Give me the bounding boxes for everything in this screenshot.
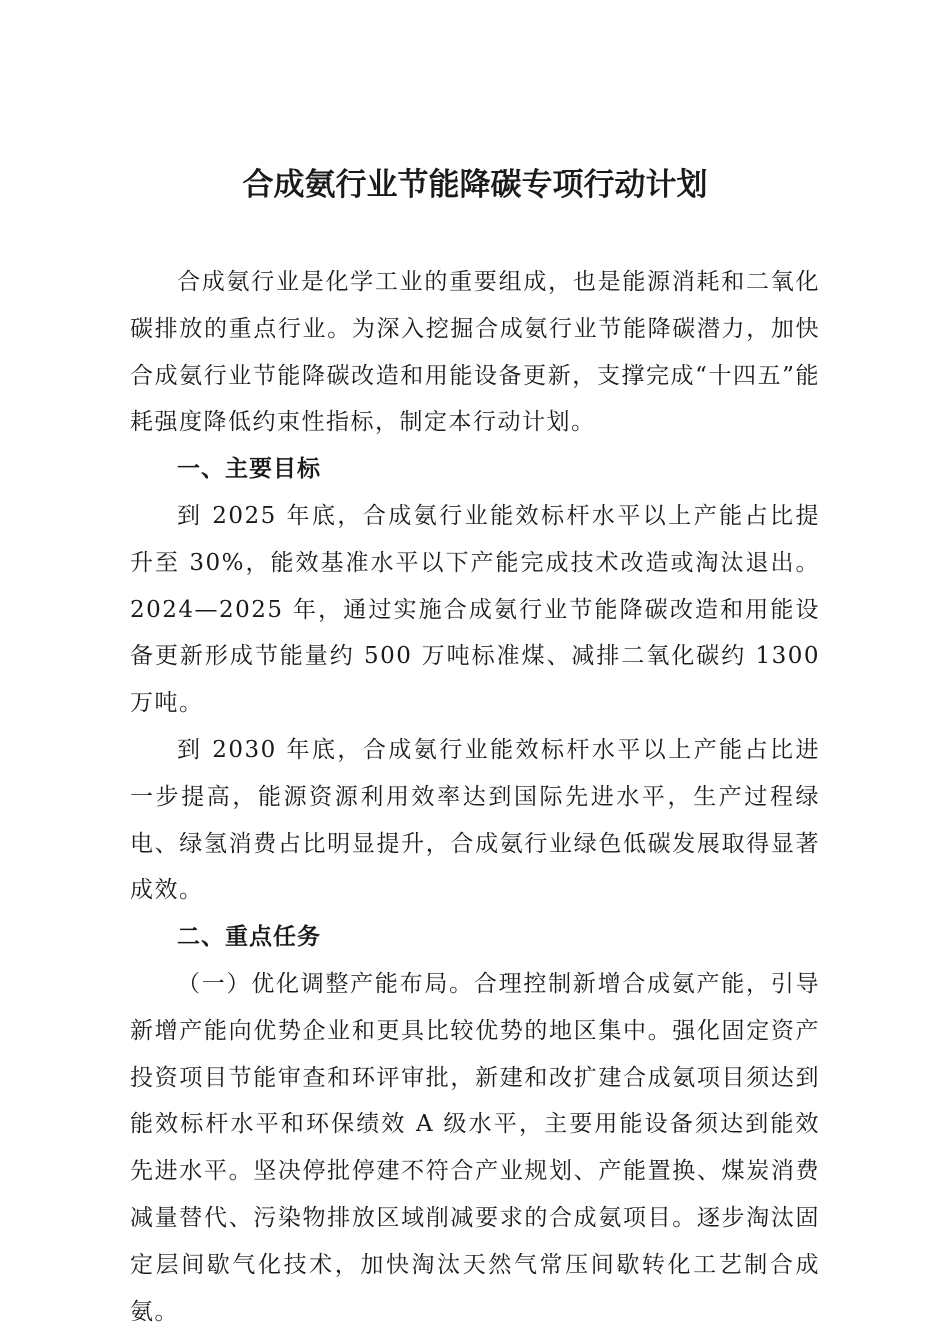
task-capacity-layout-paragraph: （一）优化调整产能布局。合理控制新增合成氨产能，引导新增产能向优势企业和更具比较优势的地区集中。强化固定资产投资项目节能审查和环评审批，新建和改扩建合成氨项目须达到能效标杆水平和环保绩效 A 级水平，主要用能设备须达到能效先进水平。坚决停批停建不符合产业规划、产能置换、煤炭消费减量替代、污染物排放区域削减要求的合成氨项目。逐步淘汰固定层间歇气化技术，加快淘汰天然气常压间歇转化工艺制合成氨。 bbox=[130, 970, 820, 1325]
section-heading-key-tasks: 二、重点任务 bbox=[177, 924, 321, 951]
document-title: 合成氨行业节能降碳专项行动计划 bbox=[242, 167, 708, 203]
goals-2025-paragraph: 到 2025 年底，合成氨行业能效标杆水平以上产能占比提升至 30%，能效基准水平以下产能完成技术改造或淘汰退出。2024—2025 年，通过实施合成氨行业节能降碳改造和用能设备更新形成节能量约 500 万吨标准煤、减排二氧化碳约 1300 万吨。 bbox=[130, 502, 820, 717]
intro-paragraph: 合成氨行业是化学工业的重要组成，也是能源消耗和二氧化碳排放的重点行业。为深入挖掘合成氨行业节能降碳潜力，加快合成氨行业节能降碳改造和用能设备更新，支撑完成“十四五”能耗强度降低约束性指标，制定本行动计划。 bbox=[130, 269, 820, 436]
goals-2030-paragraph: 到 2030 年底，合成氨行业能效标杆水平以上产能占比进一步提高，能源资源利用效率达到国际先进水平，生产过程绿电、绿氢消费占比明显提升，合成氨行业绿色低碳发展取得显著成效。 bbox=[130, 736, 820, 904]
section-heading-main-goals: 一、主要目标 bbox=[177, 456, 321, 483]
document-body bbox=[130, 259, 820, 1335]
